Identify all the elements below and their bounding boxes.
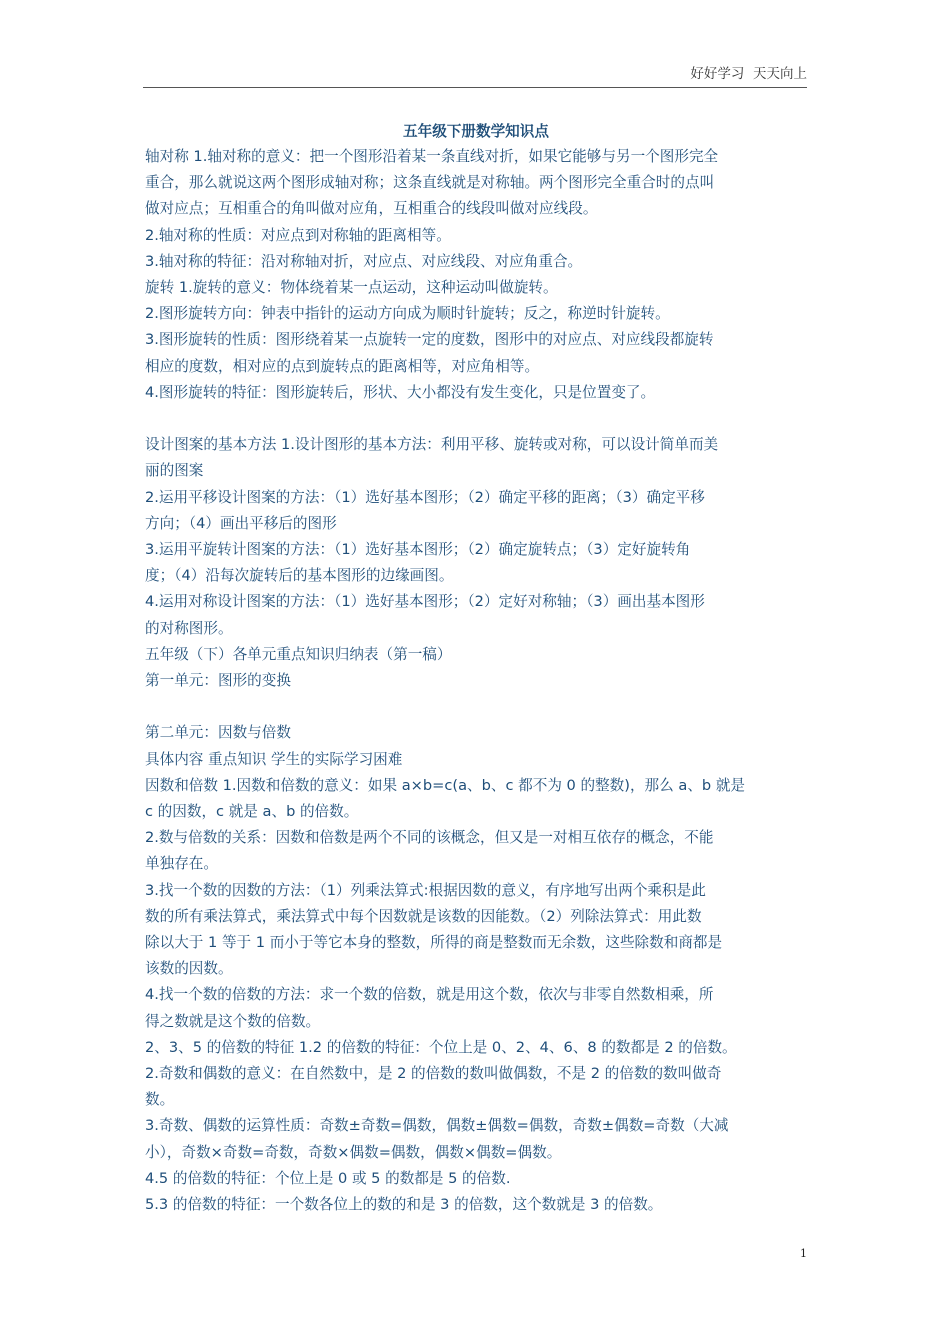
paragraph	[145, 249, 807, 275]
paragraph-line: 4.图形旋转的特征：图形旋转后，形状、大小都没有发生变化，只是位置变了。	[145, 383, 656, 401]
paragraph-line: 重合，那么就说这两个图形成轴对称；这条直线就是对称轴。两个图形完全重合时的点叫	[145, 174, 715, 192]
paragraph-line: c 的因数，c 就是 a、b 的倍数。	[145, 803, 359, 821]
paragraph	[145, 485, 807, 537]
paragraph	[145, 223, 807, 249]
document-body	[145, 120, 807, 1218]
paragraph-line: 度；（4）沿每次旋转后的基本图形的边缘画图。	[145, 567, 454, 585]
paragraph-line: 数的所有乘法算式，乘法算式中每个因数就是该数的因能数。（2）列除法算式：用此数	[145, 907, 702, 925]
paragraph	[145, 327, 807, 379]
paragraph	[145, 380, 807, 406]
paragraph	[145, 1113, 807, 1165]
paragraph-line: 单独存在。	[145, 855, 218, 873]
paragraph-line: 4.5 的倍数的特征：个位上是 0 或 5 的数都是 5 的倍数.	[145, 1169, 511, 1187]
paragraph	[145, 982, 807, 1034]
paragraph-line: 4.找一个数的倍数的方法：求一个数的倍数，就是用这个数，依次与非零自然数相乘，所	[145, 986, 714, 1004]
paragraph	[145, 642, 807, 668]
page-number: 1	[800, 1247, 807, 1260]
paragraph	[145, 275, 807, 301]
paragraph	[145, 1061, 807, 1113]
paragraph-line: 第二单元：因数与倍数	[145, 724, 291, 742]
paragraph-line: 4.运用对称设计图案的方法：（1）选好基本图形；（2）定好对称轴；（3）画出基本图形	[145, 593, 705, 611]
paragraph-line: 因数和倍数 1.因数和倍数的意义：如果 a×b=c(a、b、c 都不为 0 的整数)，那么 a、b 就是	[145, 776, 746, 794]
header-rule	[143, 87, 807, 88]
paragraph-line: 2.轴对称的性质：对应点到对称轴的距离相等。	[145, 226, 451, 244]
paragraph-line: 2.数与倍数的关系：因数和倍数是两个不同的该概念，但又是一对相互依存的概念，不能	[145, 829, 714, 847]
paragraph-line: 设计图案的基本方法 1.设计图形的基本方法：利用平移、旋转或对称，可以设计简单而美	[145, 436, 719, 454]
document-title: 五年级下册数学知识点	[403, 123, 549, 140]
paragraph-line: 方向；（4）画出平移后的图形	[145, 514, 337, 532]
paragraph	[145, 668, 807, 694]
paragraph-line: 数。	[145, 1091, 175, 1109]
paragraph	[145, 825, 807, 877]
header-text: 好好学习 天天向上	[690, 66, 807, 82]
paragraph-line: 除以大于 1 等于 1 而小于等它本身的整数，所得的商是整数而无余数，这些除数和商都是	[145, 934, 723, 952]
paragraph	[145, 747, 807, 773]
paragraph	[145, 773, 807, 825]
paragraph	[145, 878, 807, 983]
blank-line	[145, 406, 807, 432]
paragraph-line: 2.图形旋转方向：钟表中指针的运动方向成为顺时针旋转；反之，称逆时针旋转。	[145, 305, 670, 323]
paragraph-line: 5.3 的倍数的特征：一个数各位上的数的和是 3 的倍数，这个数就是 3 的倍数。	[145, 1196, 663, 1214]
paragraph	[145, 537, 807, 589]
blank-line	[145, 694, 807, 720]
paragraph	[145, 589, 807, 641]
paragraph-line: 得之数就是这个数的倍数。	[145, 1012, 321, 1030]
paragraph	[145, 1166, 807, 1192]
paragraph-line: 3.图形旋转的性质：图形绕着某一点旋转一定的度数，图形中的对应点、对应线段都旋转	[145, 331, 714, 349]
paragraph	[145, 720, 807, 746]
paragraph-line: 该数的因数。	[145, 960, 233, 978]
paragraph-line: 五年级（下）各单元重点知识归纳表（第一稿）	[145, 645, 452, 663]
paragraph-line: 轴对称 1.轴对称的意义：把一个图形沿着某一条直线对折，如果它能够与另一个图形完全	[145, 148, 719, 165]
paragraph-line: 具体内容 重点知识 学生的实际学习困难	[145, 750, 403, 768]
paragraph-line: 小），奇数×奇数=奇数，奇数×偶数=偶数，偶数×偶数=偶数。	[145, 1143, 562, 1161]
paragraph	[145, 1035, 807, 1061]
paragraph-line: 做对应点；互相重合的角叫做对应角，互相重合的线段叫做对应线段。	[145, 200, 598, 218]
paragraph-line: 2.运用平移设计图案的方法：（1）选好基本图形；（2）确定平移的距离；（3）确定平移	[145, 488, 705, 506]
paragraph-line: 3.运用平旋转计图案的方法：（1）选好基本图形；（2）确定旋转点；（3）定好旋转角	[145, 541, 691, 559]
paragraph-line: 3.找一个数的因数的方法：（1）列乘法算式:根据因数的意义，有序地写出两个乘积是此	[145, 881, 706, 899]
paragraph	[145, 301, 807, 327]
paragraph	[145, 1192, 807, 1218]
paragraph-line: 2.奇数和偶数的意义：在自然数中，是 2 的倍数的数叫做偶数，不是 2 的倍数的数叫做奇	[145, 1065, 722, 1083]
paragraph-line: 丽的图案	[145, 462, 204, 480]
paragraph-line: 3.奇数、偶数的运算性质：奇数±奇数=偶数，偶数±偶数=偶数，奇数±偶数=奇数（大减	[145, 1117, 729, 1135]
paragraph-line: 相应的度数，相对应的点到旋转点的距离相等，对应角相等。	[145, 357, 540, 375]
paragraph-line: 的对称图形。	[145, 619, 233, 637]
paragraph-line: 旋转 1.旋转的意义：物体绕着某一点运动，这种运动叫做旋转。	[145, 279, 558, 297]
paragraph	[145, 144, 807, 223]
paragraph-line: 第一单元：图形的变换	[145, 672, 291, 690]
paragraph-line: 2、3、5 的倍数的特征 1.2 的倍数的特征：个位上是 0、2、4、6、8 的数都是 2 的倍数。	[145, 1038, 737, 1056]
paragraph-line: 3.轴对称的特征：沿对称轴对折，对应点、对应线段、对应角重合。	[145, 252, 583, 270]
paragraph	[145, 432, 807, 484]
paragraph-list	[145, 144, 807, 1218]
